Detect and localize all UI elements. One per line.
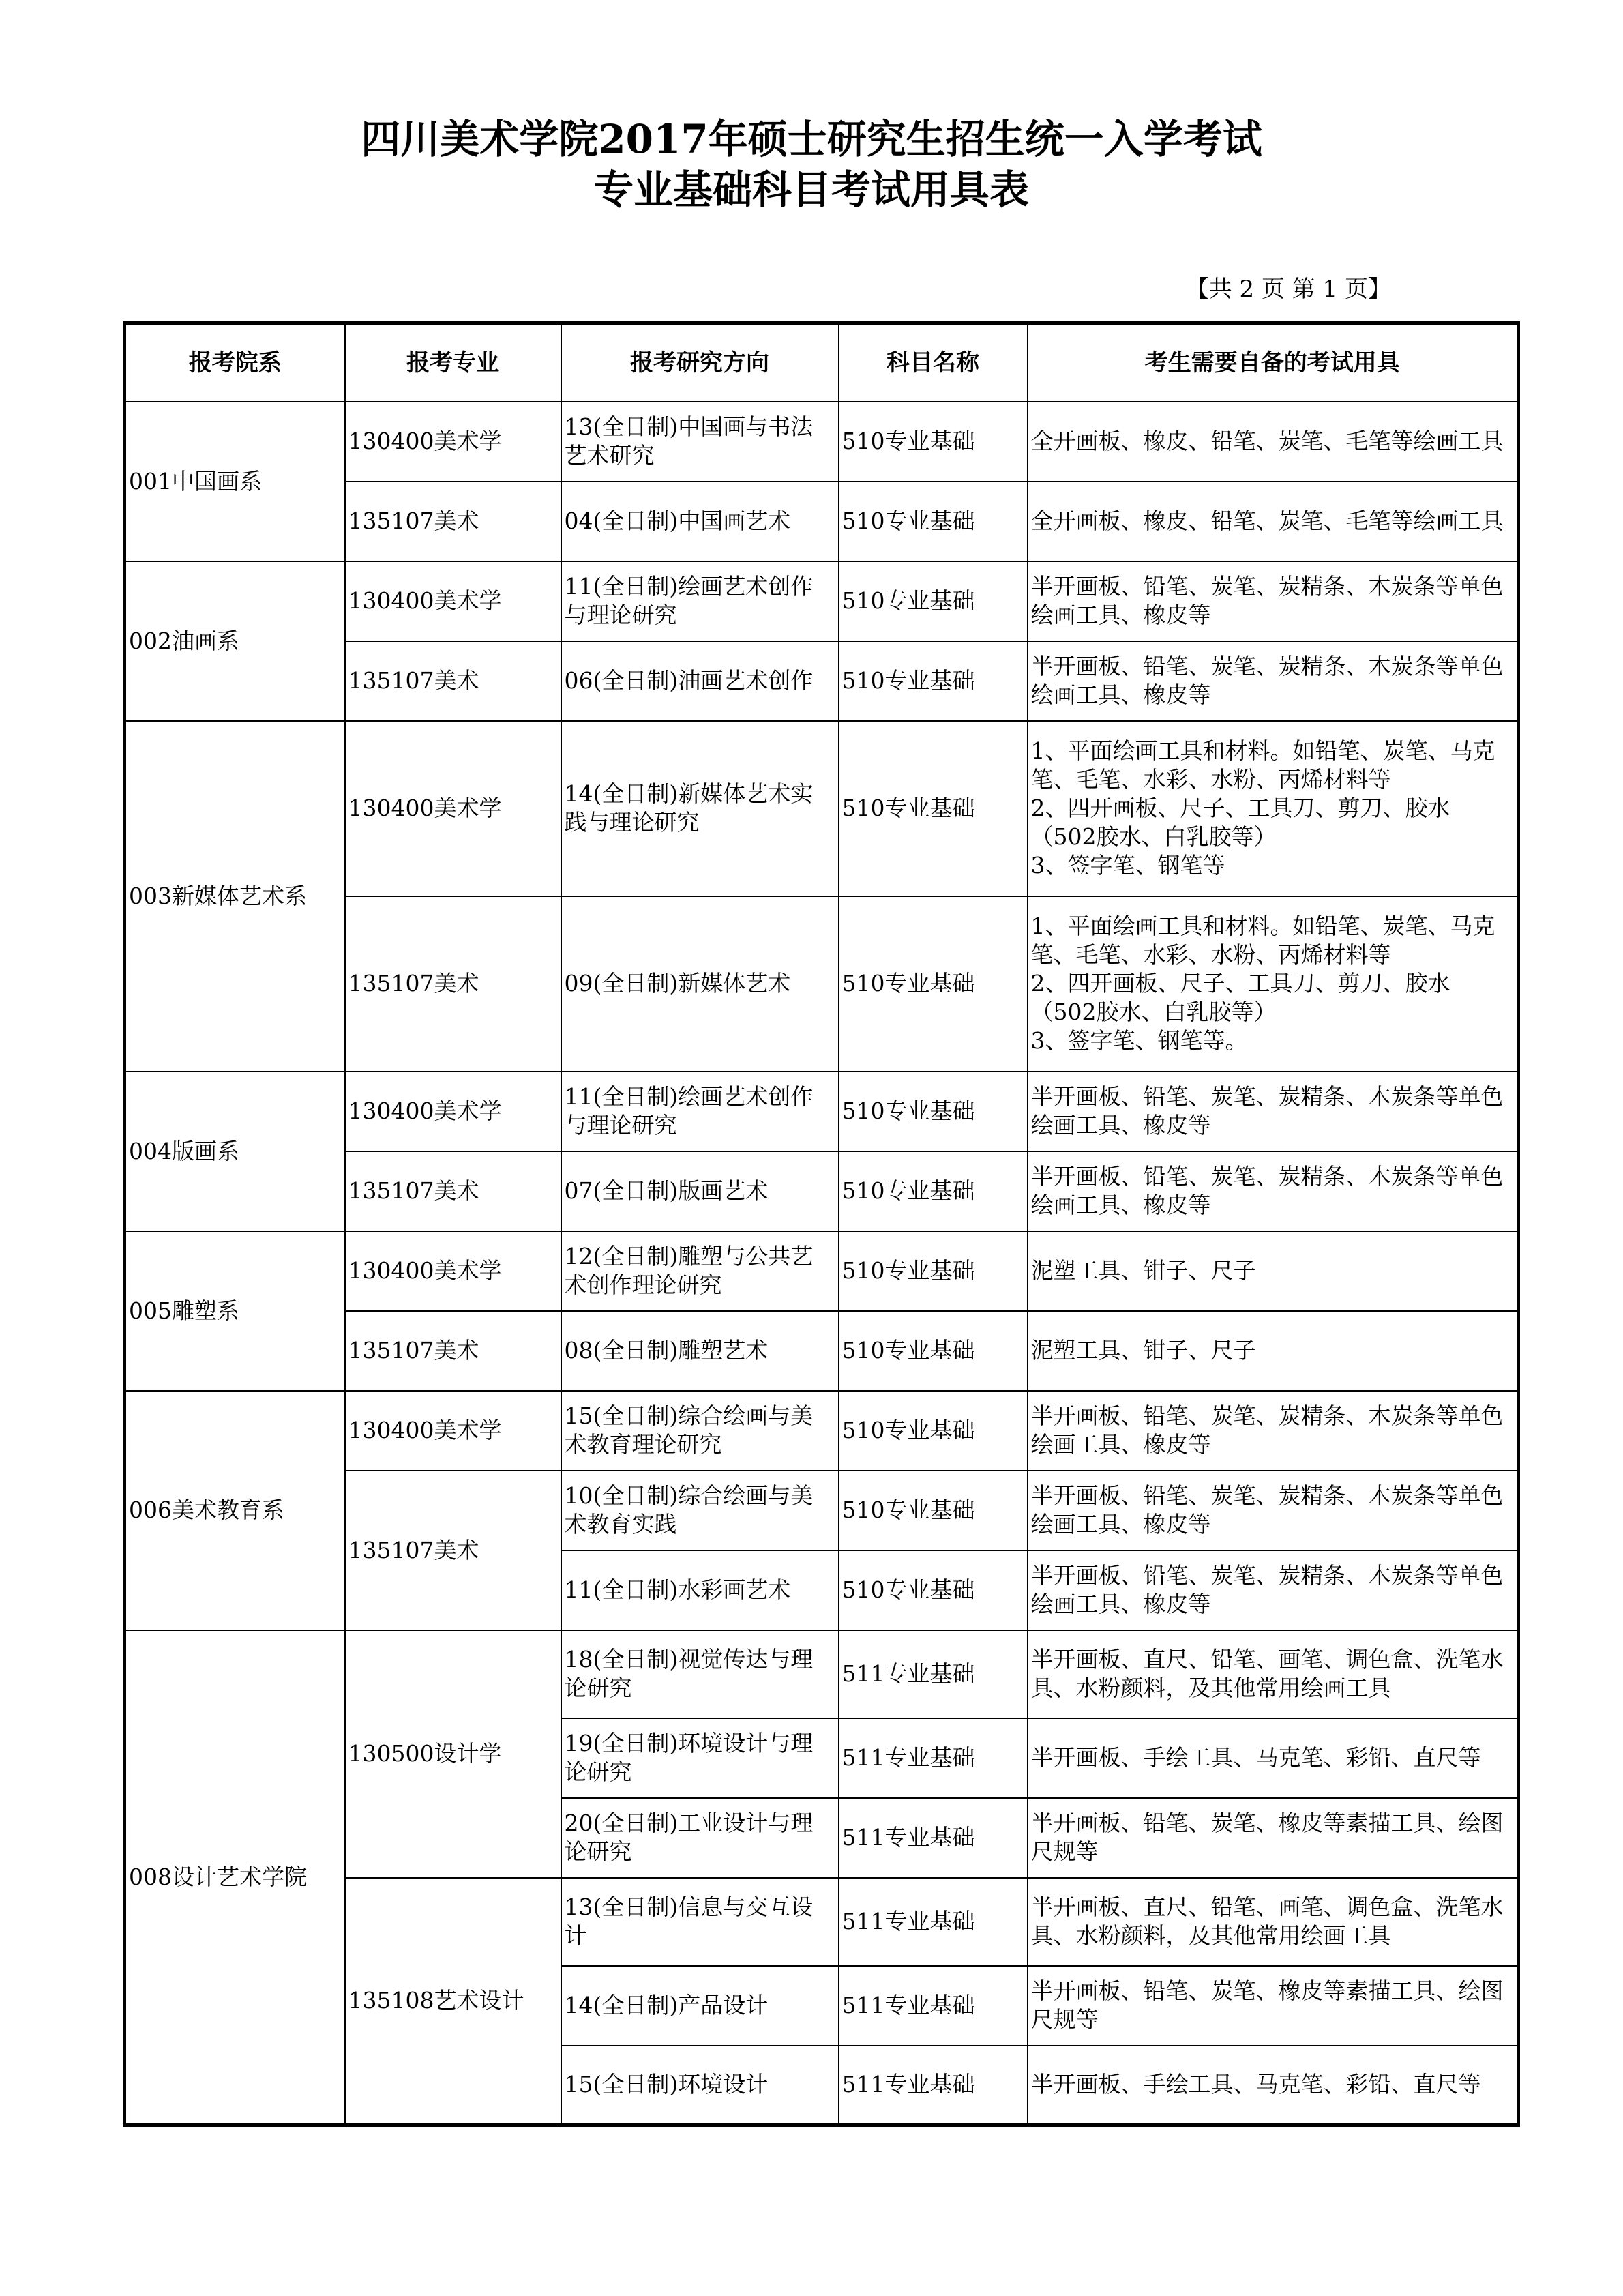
direction-cell: 15(全日制)综合绘画与美术教育理论研究	[561, 1391, 839, 1471]
direction-cell: 07(全日制)版画艺术	[561, 1151, 839, 1231]
tools-cell: 全开画板、橡皮、铅笔、炭笔、毛笔等绘画工具	[1028, 482, 1519, 561]
major-cell: 135108艺术设计	[345, 1878, 561, 2125]
header-direction: 报考研究方向	[561, 323, 839, 402]
major-cell: 130400美术学	[345, 721, 561, 896]
page-indicator: 【共 2 页 第 1 页】	[1185, 276, 1391, 303]
major-cell: 135107美术	[345, 641, 561, 721]
department-cell: 001中国画系	[125, 402, 345, 561]
tools-cell: 半开画板、铅笔、炭笔、炭精条、木炭条等单色绘画工具、橡皮等	[1028, 641, 1519, 721]
department-cell: 004版画系	[125, 1072, 345, 1231]
subject-cell: 511专业基础	[839, 1878, 1028, 1966]
header-tools: 考生需要自备的考试用具	[1028, 323, 1519, 402]
department-cell: 003新媒体艺术系	[125, 721, 345, 1072]
direction-cell: 10(全日制)综合绘画与美术教育实践	[561, 1471, 839, 1550]
major-cell: 135107美术	[345, 482, 561, 561]
major-cell: 135107美术	[345, 1151, 561, 1231]
subject-cell: 510专业基础	[839, 1231, 1028, 1311]
subject-cell: 511专业基础	[839, 2046, 1028, 2125]
direction-cell: 19(全日制)环境设计与理论研究	[561, 1718, 839, 1798]
tools-cell: 半开画板、铅笔、炭笔、炭精条、木炭条等单色绘画工具、橡皮等	[1028, 1151, 1519, 1231]
major-cell: 130400美术学	[345, 402, 561, 482]
department-cell: 008设计艺术学院	[125, 1630, 345, 2125]
tools-cell: 半开画板、铅笔、炭笔、炭精条、木炭条等单色绘画工具、橡皮等	[1028, 1471, 1519, 1550]
subject-cell: 511专业基础	[839, 1718, 1028, 1798]
subject-cell: 510专业基础	[839, 1550, 1028, 1630]
table-row	[125, 1072, 1519, 1151]
direction-cell: 14(全日制)新媒体艺术实践与理论研究	[561, 721, 839, 896]
tools-cell: 1、平面绘画工具和材料。如铅笔、炭笔、马克笔、毛笔、水彩、水粉、丙烯材料等 2、四开画板、尺子、工具刀、剪刀、胶水（502胶水、白乳胶等） 3、签字笔、钢笔等。	[1028, 896, 1519, 1072]
major-cell: 135107美术	[345, 1471, 561, 1630]
direction-cell: 20(全日制)工业设计与理论研究	[561, 1798, 839, 1878]
table-row	[125, 561, 1519, 641]
major-cell: 135107美术	[345, 896, 561, 1072]
tools-cell: 半开画板、铅笔、炭笔、炭精条、木炭条等单色绘画工具、橡皮等	[1028, 1550, 1519, 1630]
direction-cell: 12(全日制)雕塑与公共艺术创作理论研究	[561, 1231, 839, 1311]
subject-cell: 510专业基础	[839, 1391, 1028, 1471]
table-row	[125, 1391, 1519, 1471]
subject-cell: 511专业基础	[839, 1630, 1028, 1718]
major-cell: 135107美术	[345, 1311, 561, 1391]
subject-cell: 510专业基础	[839, 641, 1028, 721]
header-major: 报考专业	[345, 323, 561, 402]
department-cell: 002油画系	[125, 561, 345, 721]
subject-cell: 510专业基础	[839, 1151, 1028, 1231]
direction-cell: 18(全日制)视觉传达与理论研究	[561, 1630, 839, 1718]
direction-cell: 11(全日制)水彩画艺术	[561, 1550, 839, 1630]
major-cell: 130400美术学	[345, 1231, 561, 1311]
table-row	[125, 1231, 1519, 1311]
tools-cell: 半开画板、直尺、铅笔、画笔、调色盒、洗笔水具、水粉颜料，及其他常用绘画工具	[1028, 1878, 1519, 1966]
tools-cell: 半开画板、铅笔、炭笔、炭精条、木炭条等单色绘画工具、橡皮等	[1028, 1391, 1519, 1471]
document-title-line2: 专业基础科目考试用具表	[593, 166, 1029, 213]
direction-cell: 11(全日制)绘画艺术创作与理论研究	[561, 561, 839, 641]
subject-cell: 510专业基础	[839, 1471, 1028, 1550]
major-cell: 130400美术学	[345, 561, 561, 641]
table-row	[125, 402, 1519, 482]
tools-cell: 半开画板、手绘工具、马克笔、彩铅、直尺等	[1028, 2046, 1519, 2125]
subject-cell: 510专业基础	[839, 896, 1028, 1072]
major-cell: 130400美术学	[345, 1072, 561, 1151]
table-row	[125, 721, 1519, 896]
tools-cell: 半开画板、铅笔、炭笔、橡皮等素描工具、绘图尺规等	[1028, 1798, 1519, 1878]
tools-cell: 泥塑工具、钳子、尺子	[1028, 1311, 1519, 1391]
subject-cell: 511专业基础	[839, 1966, 1028, 2046]
tools-cell: 半开画板、铅笔、炭笔、炭精条、木炭条等单色绘画工具、橡皮等	[1028, 561, 1519, 641]
exam-tools-table	[123, 321, 1520, 2127]
direction-cell: 15(全日制)环境设计	[561, 2046, 839, 2125]
direction-cell: 14(全日制)产品设计	[561, 1966, 839, 2046]
tools-cell: 半开画板、直尺、铅笔、画笔、调色盒、洗笔水具、水粉颜料，及其他常用绘画工具	[1028, 1630, 1519, 1718]
subject-cell: 510专业基础	[839, 1072, 1028, 1151]
subject-cell: 510专业基础	[839, 1311, 1028, 1391]
major-cell: 130500设计学	[345, 1630, 561, 1878]
direction-cell: 11(全日制)绘画艺术创作与理论研究	[561, 1072, 839, 1151]
direction-cell: 04(全日制)中国画艺术	[561, 482, 839, 561]
tools-cell: 半开画板、铅笔、炭笔、橡皮等素描工具、绘图尺规等	[1028, 1966, 1519, 2046]
tools-cell: 全开画板、橡皮、铅笔、炭笔、毛笔等绘画工具	[1028, 402, 1519, 482]
header-subject: 科目名称	[839, 323, 1028, 402]
department-cell: 005雕塑系	[125, 1231, 345, 1391]
tools-cell: 泥塑工具、钳子、尺子	[1028, 1231, 1519, 1311]
subject-cell: 511专业基础	[839, 1798, 1028, 1878]
table-row	[125, 1630, 1519, 1718]
document-title-line1: 四川美术学院2017年硕士研究生招生统一入学考试	[361, 116, 1262, 162]
header-department: 报考院系	[125, 323, 345, 402]
department-cell: 006美术教育系	[125, 1391, 345, 1630]
table-header-row	[125, 323, 1519, 402]
subject-cell: 510专业基础	[839, 561, 1028, 641]
direction-cell: 06(全日制)油画艺术创作	[561, 641, 839, 721]
direction-cell: 08(全日制)雕塑艺术	[561, 1311, 839, 1391]
tools-cell: 1、平面绘画工具和材料。如铅笔、炭笔、马克笔、毛笔、水彩、水粉、丙烯材料等 2、四开画板、尺子、工具刀、剪刀、胶水（502胶水、白乳胶等） 3、签字笔、钢笔等	[1028, 721, 1519, 896]
subject-cell: 510专业基础	[839, 721, 1028, 896]
direction-cell: 13(全日制)中国画与书法艺术研究	[561, 402, 839, 482]
major-cell: 130400美术学	[345, 1391, 561, 1471]
direction-cell: 09(全日制)新媒体艺术	[561, 896, 839, 1072]
tools-cell: 半开画板、手绘工具、马克笔、彩铅、直尺等	[1028, 1718, 1519, 1798]
subject-cell: 510专业基础	[839, 402, 1028, 482]
tools-cell: 半开画板、铅笔、炭笔、炭精条、木炭条等单色绘画工具、橡皮等	[1028, 1072, 1519, 1151]
direction-cell: 13(全日制)信息与交互设计	[561, 1878, 839, 1966]
subject-cell: 510专业基础	[839, 482, 1028, 561]
